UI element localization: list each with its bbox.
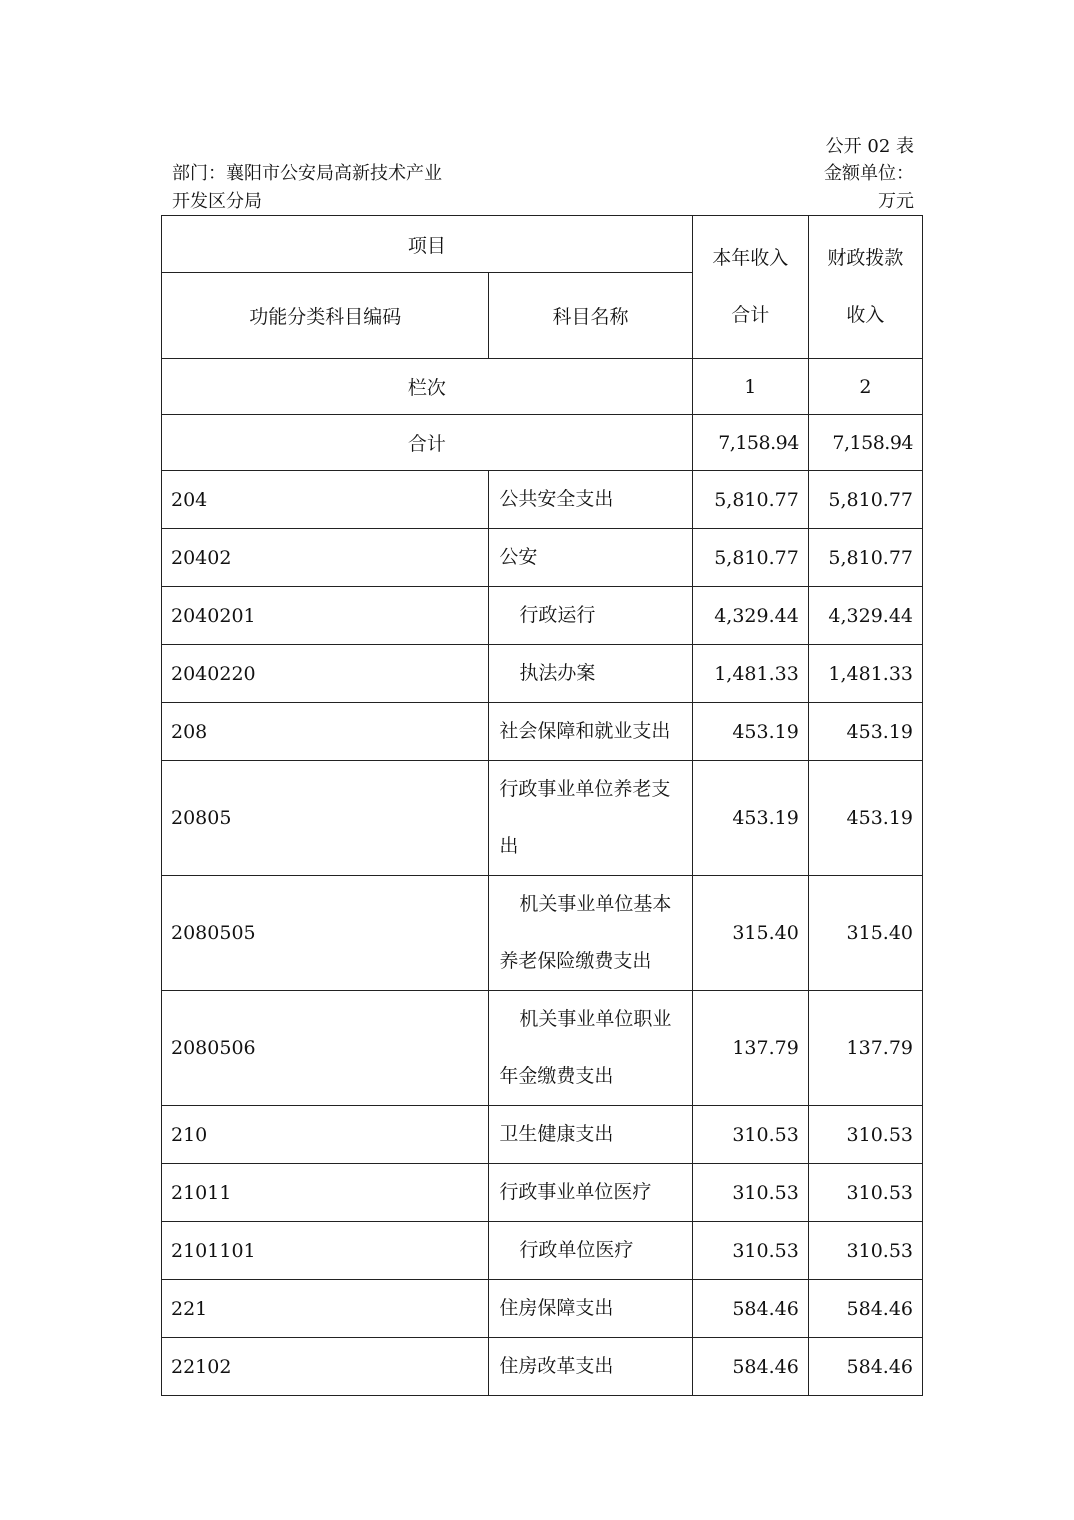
row-code: 2080506 xyxy=(162,991,489,1106)
row-name: 住房保障支出 xyxy=(489,1280,692,1338)
row-fiscal: 4,329.44 xyxy=(808,587,922,645)
header-total-cell xyxy=(692,216,808,359)
table-row xyxy=(162,1222,923,1280)
row-name: 机关事业单位职业年金缴费支出 xyxy=(489,991,692,1106)
row-total: 1,481.33 xyxy=(692,645,808,703)
row-fiscal: 137.79 xyxy=(808,991,922,1106)
row-code: 208 xyxy=(162,703,489,761)
column-index-label: 栏次 xyxy=(162,359,693,415)
row-total: 315.40 xyxy=(692,876,808,991)
table-row xyxy=(162,587,923,645)
row-code: 20402 xyxy=(162,529,489,587)
row-name: 公安 xyxy=(489,529,692,587)
row-code: 221 xyxy=(162,1280,489,1338)
row-name: 行政单位医疗 xyxy=(489,1222,692,1280)
row-total: 5,810.77 xyxy=(692,471,808,529)
row-code: 2101101 xyxy=(162,1222,489,1280)
table-row xyxy=(162,703,923,761)
amount-unit-label xyxy=(800,160,914,216)
row-total: 584.46 xyxy=(692,1280,808,1338)
department-line-1: 部门：襄阳市公安局高新技术产业 xyxy=(172,163,442,184)
row-fiscal: 310.53 xyxy=(808,1106,922,1164)
row-total: 310.53 xyxy=(692,1222,808,1280)
row-fiscal: 5,810.77 xyxy=(808,529,922,587)
row-code: 20805 xyxy=(162,761,489,876)
table-row xyxy=(162,1280,923,1338)
table-row xyxy=(162,471,923,529)
row-fiscal: 453.19 xyxy=(808,761,922,876)
column-index-2: 2 xyxy=(808,359,922,415)
table-row xyxy=(162,1164,923,1222)
column-index-1: 1 xyxy=(692,359,808,415)
row-code: 2040201 xyxy=(162,587,489,645)
row-total: 310.53 xyxy=(692,1164,808,1222)
table-row xyxy=(162,1338,923,1396)
table-row xyxy=(162,876,923,991)
row-fiscal: 453.19 xyxy=(808,703,922,761)
row-code: 2040220 xyxy=(162,645,489,703)
row-fiscal: 1,481.33 xyxy=(808,645,922,703)
row-fiscal: 315.40 xyxy=(808,876,922,991)
amount-unit-line-2: 万元 xyxy=(878,191,914,212)
row-code: 2080505 xyxy=(162,876,489,991)
table-row xyxy=(162,529,923,587)
row-total: 310.53 xyxy=(692,1106,808,1164)
sum-label: 合计 xyxy=(162,415,693,471)
header-code-cell: 功能分类科目编码 xyxy=(162,273,489,359)
row-name: 行政运行 xyxy=(489,587,692,645)
table-row xyxy=(162,991,923,1106)
income-budget-table xyxy=(161,215,923,1396)
header-fiscal-line-1: 财政拨款 xyxy=(827,247,904,269)
row-total: 4,329.44 xyxy=(692,587,808,645)
header-name-cell: 科目名称 xyxy=(489,273,692,359)
header-item-cell: 项目 xyxy=(162,216,693,273)
department-line-2: 开发区分局 xyxy=(172,191,262,212)
table-row xyxy=(162,645,923,703)
table-row xyxy=(162,1106,923,1164)
row-total: 453.19 xyxy=(692,761,808,876)
table-row xyxy=(162,761,923,876)
column-index-row xyxy=(162,359,923,415)
row-fiscal: 584.46 xyxy=(808,1338,922,1396)
sum-row xyxy=(162,415,923,471)
row-fiscal: 310.53 xyxy=(808,1164,922,1222)
header-fiscal-line-2: 收入 xyxy=(846,304,885,326)
row-name: 公共安全支出 xyxy=(489,471,692,529)
row-total: 5,810.77 xyxy=(692,529,808,587)
row-fiscal: 5,810.77 xyxy=(808,471,922,529)
row-name: 社会保障和就业支出 xyxy=(489,703,692,761)
row-code: 21011 xyxy=(162,1164,489,1222)
row-code: 204 xyxy=(162,471,489,529)
form-number: 公开 02 表 xyxy=(825,136,914,157)
header-fiscal-cell xyxy=(808,216,922,359)
sum-total: 7,158.94 xyxy=(692,415,808,471)
header-total-line-1: 本年收入 xyxy=(712,247,789,269)
department-label xyxy=(172,160,462,216)
sum-fiscal: 7,158.94 xyxy=(808,415,922,471)
amount-unit-line-1: 金额单位： xyxy=(824,163,914,184)
header-row-item xyxy=(162,216,923,273)
row-name: 执法办案 xyxy=(489,645,692,703)
row-total: 584.46 xyxy=(692,1338,808,1396)
row-total: 453.19 xyxy=(692,703,808,761)
row-code: 22102 xyxy=(162,1338,489,1396)
row-fiscal: 584.46 xyxy=(808,1280,922,1338)
row-fiscal: 310.53 xyxy=(808,1222,922,1280)
row-code: 210 xyxy=(162,1106,489,1164)
header-total-line-2: 合计 xyxy=(731,304,770,326)
row-total: 137.79 xyxy=(692,991,808,1106)
row-name: 住房改革支出 xyxy=(489,1338,692,1396)
row-name: 机关事业单位基本养老保险缴费支出 xyxy=(489,876,692,991)
row-name: 行政事业单位医疗 xyxy=(489,1164,692,1222)
row-name: 卫生健康支出 xyxy=(489,1106,692,1164)
row-name: 行政事业单位养老支出 xyxy=(489,761,692,876)
